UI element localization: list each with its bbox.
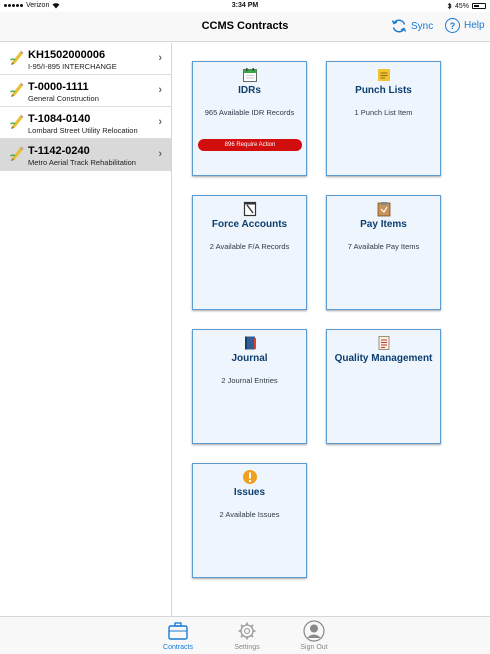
status-time: 3:34 PM [231,2,259,9]
tab-settings[interactable] [222,620,272,651]
battery-info [447,2,486,10]
navigation-bar [0,12,490,42]
briefcase-icon [167,621,189,641]
pencil-icon [9,81,25,97]
notepad-icon [242,201,258,217]
pencil-icon [9,49,25,65]
help-button[interactable] [445,18,485,33]
tile-idrs[interactable] [192,61,307,176]
tab-label: Contracts [163,644,193,651]
contract-item-t-0000-1111[interactable] [0,75,171,107]
pencil-icon [9,113,25,129]
chevron-right-icon: › [158,148,162,160]
status-bar [0,0,490,12]
tab-contracts[interactable] [153,620,203,651]
help-label: Help [464,20,485,31]
sync-icon [391,18,407,34]
person-icon [303,620,325,642]
contract-name: General Construction [28,94,99,103]
tile-journal[interactable] [192,329,307,444]
tab-sign-out[interactable] [289,620,339,651]
contract-item-t-1084-0140[interactable] [0,107,171,139]
tile-title: Journal [231,353,268,364]
tile-quality-management[interactable] [326,329,441,444]
contract-id: T-0000-1111 [28,81,89,93]
contract-name: Metro Aerial Track Rehabilitation [28,158,136,167]
sync-button[interactable] [391,18,433,34]
tile-title: IDRs [238,85,261,96]
tile-pay-items[interactable] [326,195,441,310]
tile-title: Issues [233,487,266,498]
tile-title: Quality Management [334,353,433,364]
book-icon [242,335,258,351]
contract-name: Lombard Street Utility Relocation [28,126,138,135]
tab-label: Sign Out [300,644,328,651]
tile-title: Pay Items [360,219,407,230]
tile-subtitle: 2 Available F/A Records [209,242,290,251]
chevron-right-icon: › [158,84,162,96]
page-title: CCMS Contracts [201,20,289,32]
tile-subtitle: 2 Journal Entries [221,376,278,385]
pencil-icon [9,145,25,161]
tile-subtitle: 965 Available IDR Records [204,108,295,117]
tile-issues[interactable] [192,463,307,578]
contract-name: I-95/I-895 INTERCHANGE [28,62,117,71]
tile-subtitle: 2 Available Issues [219,510,280,519]
contract-id: KH1502000006 [28,49,106,61]
gear-icon [237,621,257,641]
tab-label: Settings [234,644,260,651]
tile-title: Force Accounts [211,219,288,230]
contract-item-t-1142-0240[interactable] [0,139,171,171]
battery-percent: 45% [454,2,469,10]
contract-id: T-1084-0140 [28,113,91,125]
chevron-right-icon: › [158,116,162,128]
sync-label: Sync [411,20,434,32]
tile-force-accounts[interactable] [192,195,307,310]
checklist-icon [376,335,392,351]
tile-punch-lists[interactable] [326,61,441,176]
tile-subtitle: 1 Punch List Item [354,108,413,117]
tile-subtitle: 7 Available Pay Items [347,242,420,251]
contract-item-kh1502000006[interactable] [0,43,171,75]
bluetooth-icon [447,2,452,10]
tile-title: Punch Lists [355,85,412,96]
calendar-icon [242,67,258,83]
clipboard-icon [376,201,392,217]
tab-bar [0,616,490,654]
help-icon: ? [445,18,460,33]
exclamation-icon [242,469,258,485]
carrier-label: Verizon [26,2,50,9]
sticky-note-icon [376,67,392,83]
contract-id: T-1142-0240 [28,145,90,157]
battery-icon [472,3,486,9]
require-action-badge: 896 Require Action [198,139,302,151]
contracts-sidebar [0,43,172,616]
chevron-right-icon: › [158,52,162,64]
